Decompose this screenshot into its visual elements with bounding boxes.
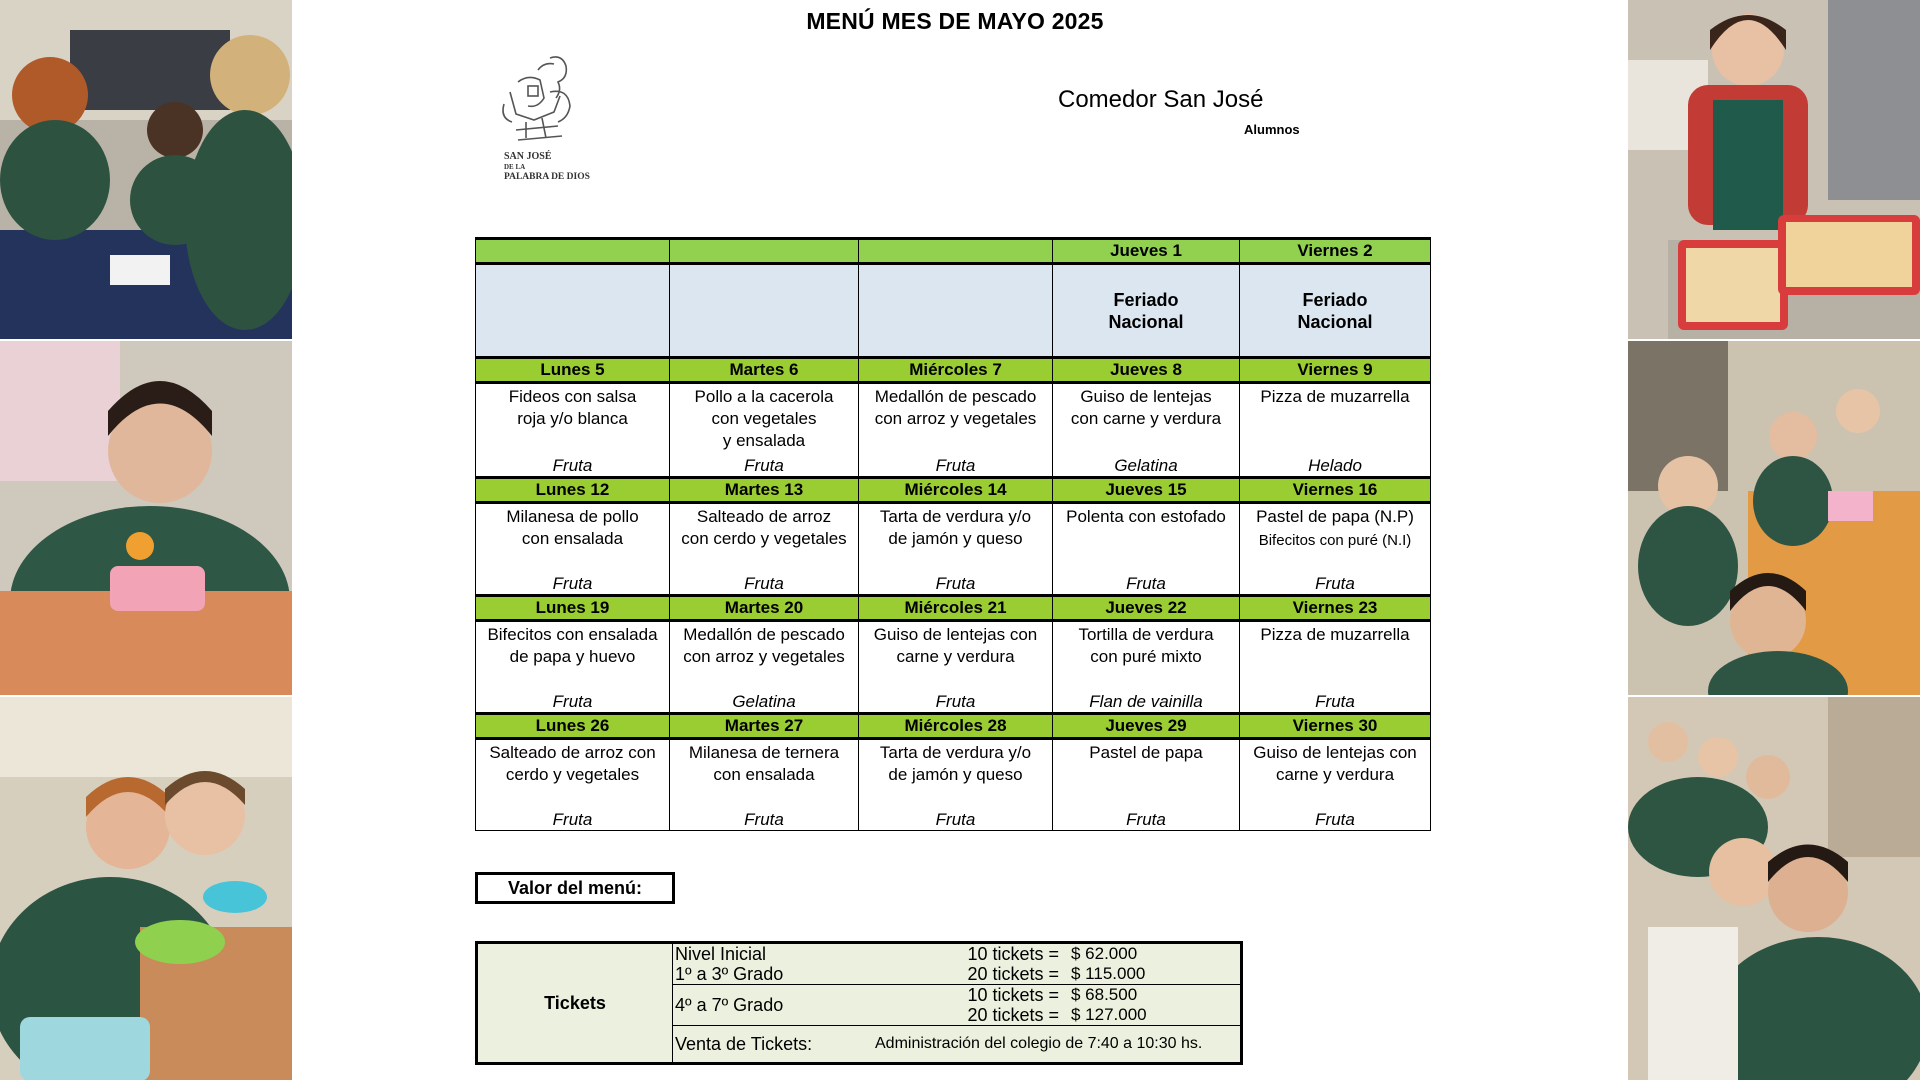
day-header: Jueves 1 (1053, 239, 1240, 264)
dessert-text: Gelatina (1114, 456, 1178, 475)
day-header: Lunes 19 (476, 596, 670, 621)
photo-children-at-table (1628, 341, 1920, 698)
day-header (670, 239, 859, 264)
right-photo-column (1628, 0, 1920, 1080)
dish-text: Guiso de lentejas con carne y verdura (1253, 743, 1417, 784)
menu-cell (1053, 503, 1240, 596)
menu-cell (670, 383, 859, 478)
dish-text: Pizza de muzarrella (1260, 625, 1410, 644)
day-header: Martes 13 (670, 478, 859, 503)
week-1-menu-row (476, 264, 1431, 358)
dish-text: Tarta de verdura y/o de jamón y queso (879, 743, 1032, 784)
day-header: Miércoles 21 (859, 596, 1053, 621)
menu-cell (476, 621, 670, 714)
menu-cell (1240, 739, 1431, 831)
dessert-text: Fruta (744, 574, 784, 593)
dessert-text: Fruta (552, 810, 593, 829)
photo-children-playing-cards (0, 0, 292, 341)
school-logo-text: SAN JOSÉ DE LA PALABRA DE DIOS (504, 151, 590, 182)
day-header: Jueves 15 (1053, 478, 1240, 503)
menu-value-label: Valor del menú: (475, 872, 675, 904)
day-header: Jueves 29 (1053, 714, 1240, 739)
menu-cell (670, 621, 859, 714)
menu-cell (1053, 383, 1240, 478)
tickets-table (475, 941, 1243, 1065)
week-days-row (476, 596, 1431, 621)
dessert-text: Fruta (1315, 692, 1355, 711)
tickets-sale-info (673, 1026, 1242, 1064)
menu-cell (859, 503, 1053, 596)
tickets-label: Tickets (477, 943, 673, 1064)
dish-text: Guiso de lentejas con carne y verdura (873, 625, 1038, 666)
dish-text: Milanesa de pollo con ensalada (506, 507, 639, 548)
menu-table (475, 237, 1431, 831)
day-header: Viernes 30 (1240, 714, 1431, 739)
photo-boys-thumbs-up (0, 697, 292, 1080)
dish-text: Pizza de muzarrella (1260, 387, 1410, 406)
day-header: Martes 6 (670, 358, 859, 383)
menu-cell (670, 503, 859, 596)
day-header: Lunes 12 (476, 478, 670, 503)
week-days-row (476, 478, 1431, 503)
dish-text: Medallón de pescado con arroz y vegetales (683, 625, 845, 666)
day-header: Lunes 5 (476, 358, 670, 383)
menu-cell (476, 264, 670, 358)
dessert-text: Fruta (1126, 574, 1166, 593)
menu-cell (1240, 621, 1431, 714)
dish-text: Tarta de verdura y/o de jamón y queso (879, 507, 1032, 548)
menu-cell (476, 503, 670, 596)
ticket-row: 1º a 3º Grado 20 tickets = $ 115.000 (675, 964, 1146, 984)
dessert-text: Flan de vainilla (1089, 692, 1203, 711)
menu-cell (670, 739, 859, 831)
dessert-text: Fruta (552, 456, 593, 475)
ticket-sale-label: Venta de Tickets: (675, 1034, 813, 1054)
week-days-row (476, 358, 1431, 383)
day-header: Jueves 22 (1053, 596, 1240, 621)
dish-text: Salteado de arroz con cerdo y vegetales (489, 743, 656, 784)
dish-text: Bifecitos con ensalada de papa y huevo (487, 625, 658, 666)
tickets-prices-initial-primary (673, 943, 1242, 985)
tickets-prices-upper (673, 985, 1242, 1026)
menu-cell (670, 264, 859, 358)
menu-cell (476, 739, 670, 831)
dessert-text: Helado (1308, 456, 1362, 475)
ticket-row: Nivel Inicial 10 tickets = $ 62.000 (675, 944, 1138, 964)
left-photo-column (0, 0, 292, 1080)
week-menu-row (476, 621, 1431, 714)
dish-text: Milanesa de ternera con ensalada (688, 743, 840, 784)
dessert-text: Fruta (935, 574, 976, 593)
menu-cell (1240, 503, 1431, 596)
day-header: Lunes 26 (476, 714, 670, 739)
dish-text: Guiso de lentejas con carne y verdura (1070, 387, 1222, 428)
menu-cell (859, 383, 1053, 478)
dessert-text: Fruta (552, 692, 593, 711)
dessert-text: Fruta (744, 810, 784, 829)
photo-staff-preparing-pizza (1628, 0, 1920, 341)
dish-text: Pastel de papa (N.P) (1256, 507, 1414, 526)
ticket-sale-value: Administración del colegio de 7:40 a 10:30 hs. (875, 1035, 1203, 1052)
day-header: Martes 27 (670, 714, 859, 739)
day-header: Viernes 9 (1240, 358, 1431, 383)
comedor-name: Comedor San José (1058, 86, 1264, 113)
day-header: Miércoles 14 (859, 478, 1053, 503)
menu-cell (859, 264, 1053, 358)
dessert-text: Fruta (1315, 810, 1355, 829)
dish-text: Polenta con estofado (1066, 507, 1226, 526)
dessert-text: Fruta (935, 456, 976, 475)
holiday-cell (1240, 264, 1431, 358)
dish-text: Fideos con salsa roja y/o blanca (508, 387, 637, 428)
week-menu-row (476, 503, 1431, 596)
audience-label: Alumnos (1244, 122, 1300, 137)
ticket-row: 4º a 7º Grado 10 tickets = $ 68.500 20 tickets = $ 127.000 (675, 985, 1147, 1025)
day-header: Viernes 2 (1240, 239, 1431, 264)
dessert-text: Fruta (1126, 810, 1166, 829)
photo-children-posing (1628, 697, 1920, 1080)
menu-cell (476, 383, 670, 478)
photo-girl-eating (0, 341, 292, 698)
menu-cell (1053, 739, 1240, 831)
dish-alternative-text: Bifecitos con puré (N.I) (1258, 532, 1412, 549)
holiday-label: Feriado Nacional (1297, 289, 1373, 332)
dessert-text: Fruta (744, 456, 784, 475)
menu-cell (859, 739, 1053, 831)
day-header: Viernes 23 (1240, 596, 1431, 621)
dessert-text: Fruta (935, 810, 976, 829)
dish-text: Medallón de pescado con arroz y vegetales (874, 387, 1037, 428)
day-header: Miércoles 7 (859, 358, 1053, 383)
dish-text: Salteado de arroz con cerdo y vegetales (681, 507, 847, 548)
dish-text: Pastel de papa (1089, 743, 1203, 762)
day-header (859, 239, 1053, 264)
menu-cell (859, 621, 1053, 714)
week-menu-row (476, 383, 1431, 478)
day-header: Viernes 16 (1240, 478, 1431, 503)
holiday-label: Feriado Nacional (1108, 289, 1184, 332)
day-header: Miércoles 28 (859, 714, 1053, 739)
dish-text: Tortilla de verdura con puré mixto (1078, 625, 1214, 666)
menu-cell (1240, 383, 1431, 478)
dessert-text: Fruta (935, 692, 976, 711)
week-menu-row (476, 739, 1431, 831)
day-header (476, 239, 670, 264)
dessert-text: Fruta (1315, 574, 1355, 593)
dessert-text: Gelatina (732, 692, 796, 711)
holiday-cell (1053, 264, 1240, 358)
day-header: Martes 20 (670, 596, 859, 621)
dessert-text: Fruta (552, 574, 593, 593)
dish-text: Pollo a la cacerola con vegetales y ensalada (694, 387, 834, 450)
menu-cell (1053, 621, 1240, 714)
week-1-days-row (476, 239, 1431, 264)
week-days-row (476, 714, 1431, 739)
weeks-body (476, 358, 1431, 831)
page-title: MENÚ MES DE MAYO 2025 (806, 8, 1104, 34)
day-header: Jueves 8 (1053, 358, 1240, 383)
